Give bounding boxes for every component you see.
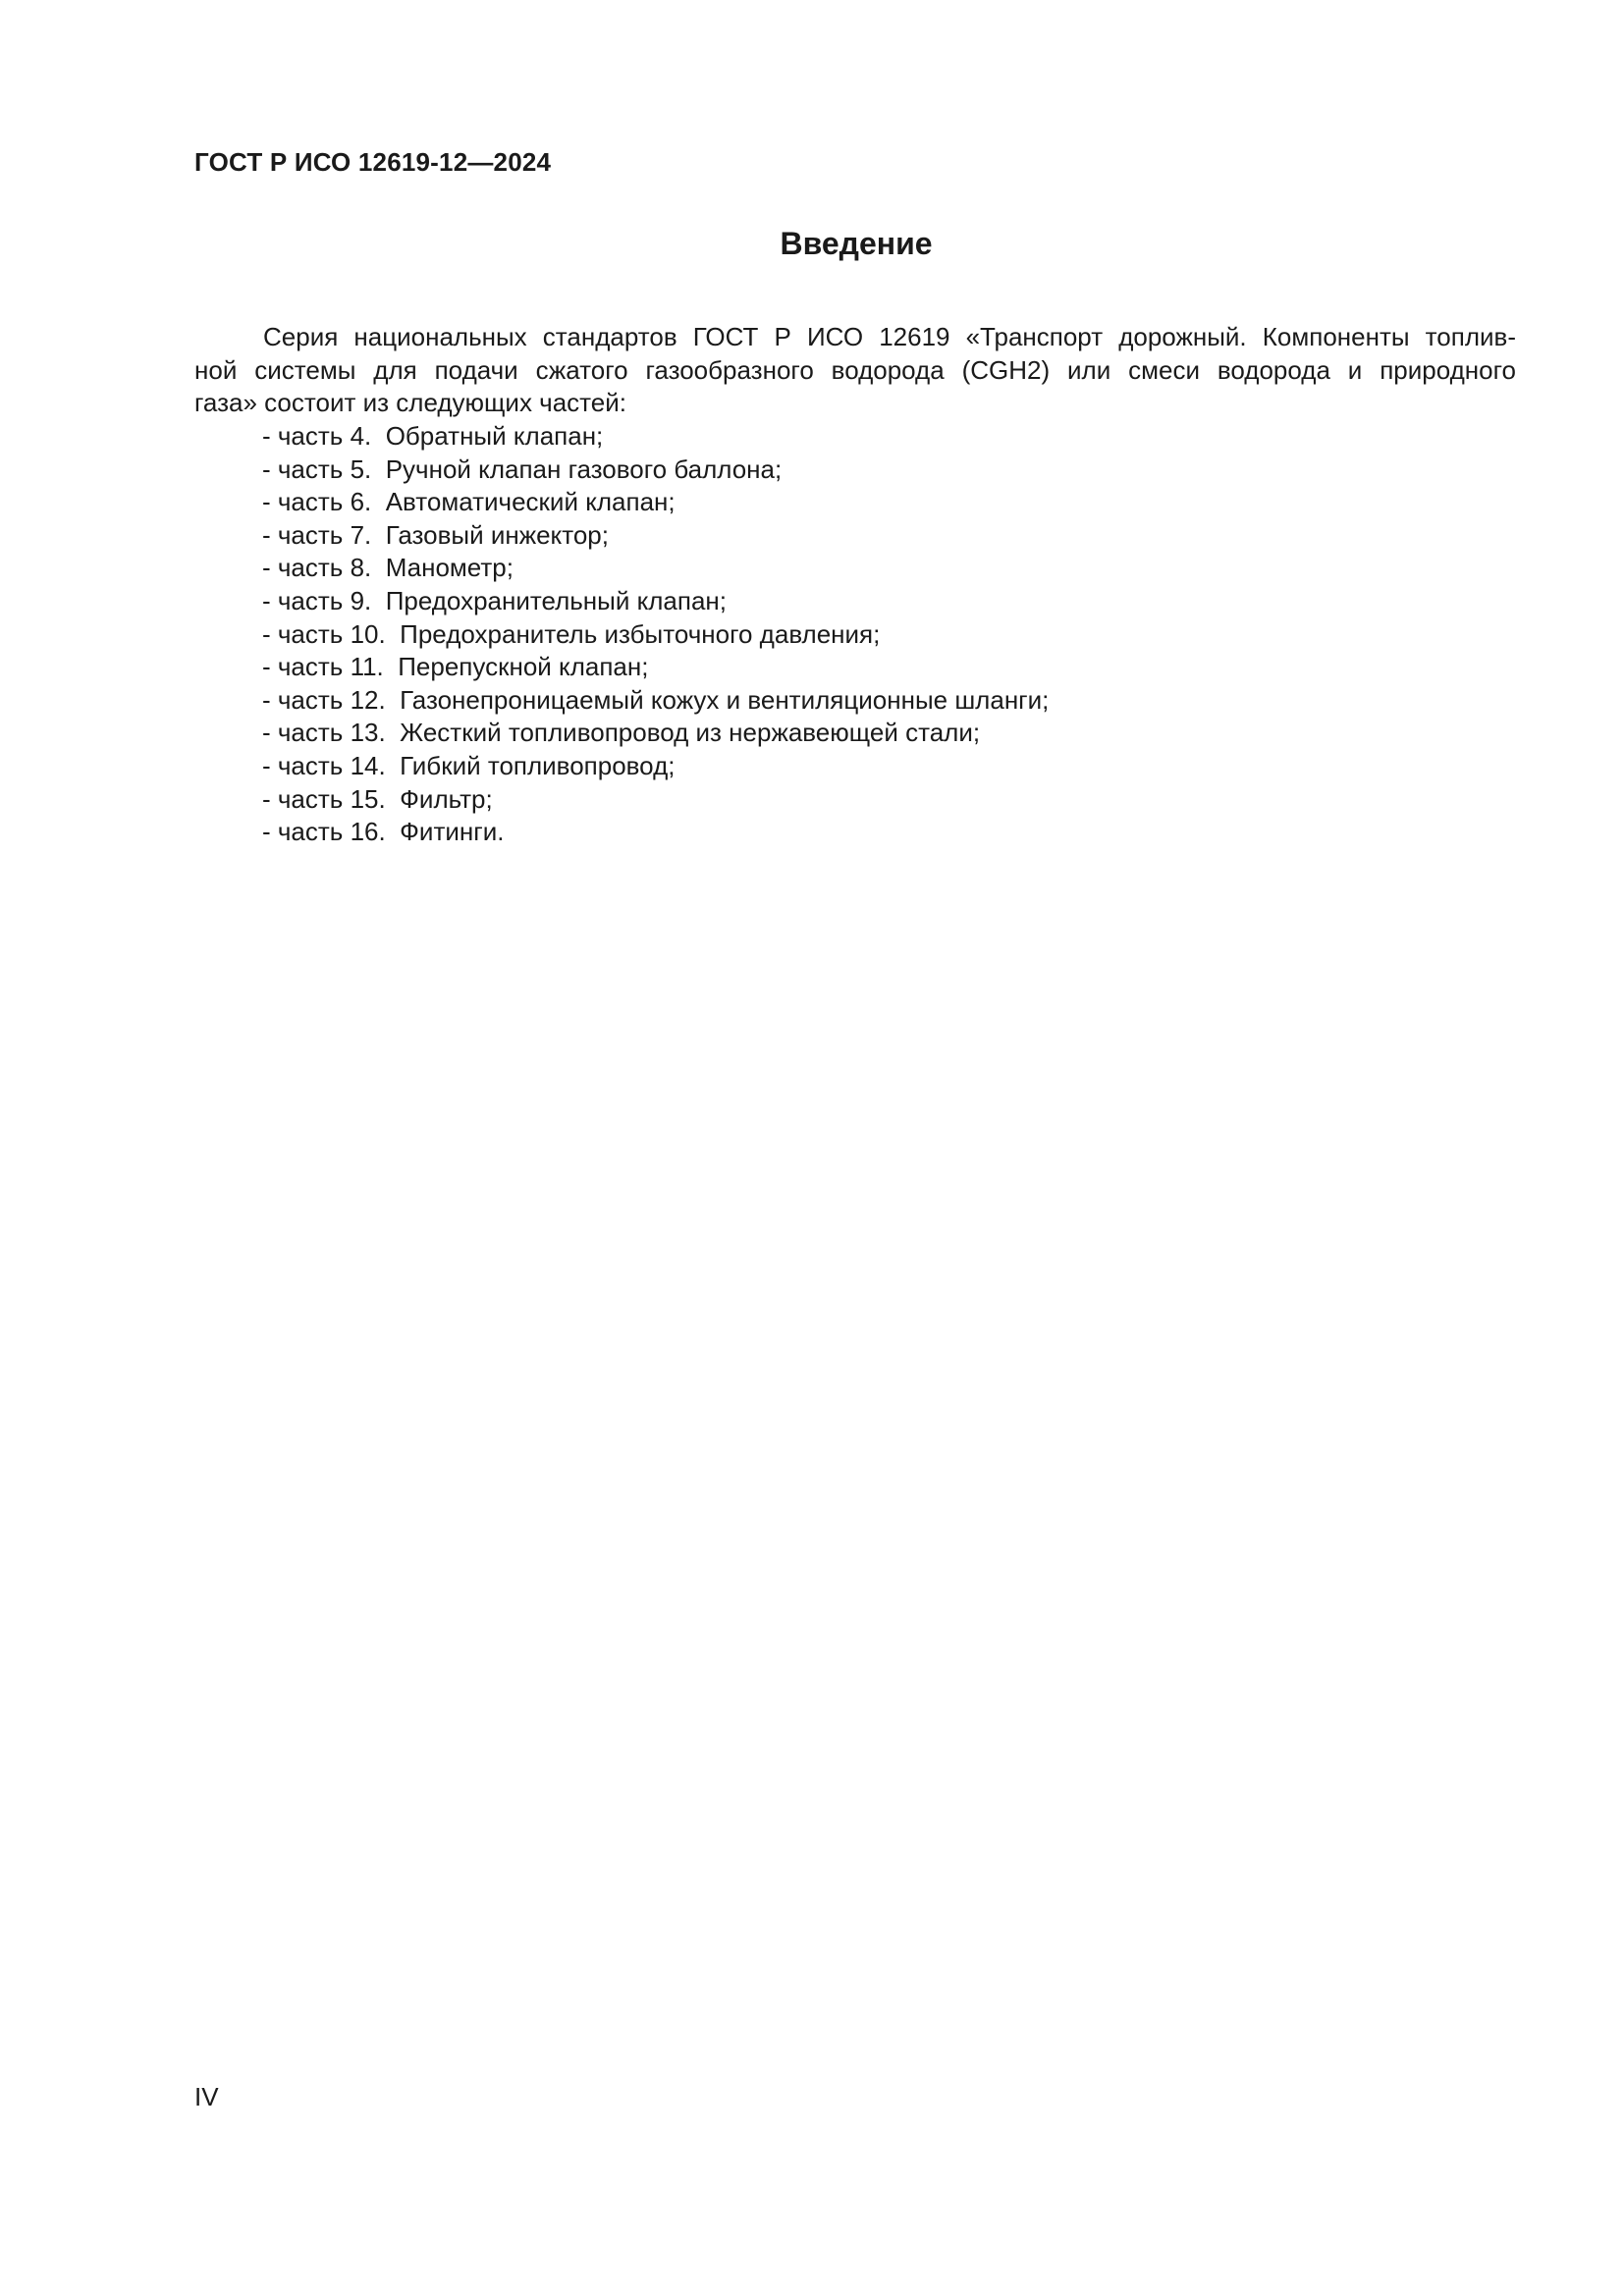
list-item: - часть 16. Фитинги. <box>262 817 505 847</box>
intro-paragraph <box>194 321 1516 420</box>
list-item: - часть 10. Предохранитель избыточного давления; <box>262 618 881 649</box>
list-item: - часть 14. Гибкий топливопровод; <box>262 750 676 780</box>
list-item: - часть 4. Обратный клапан; <box>262 421 604 451</box>
intro-line: ной системы для подачи сжатого газообразного водорода (CGH2) или смеси водорода и природного <box>194 354 1516 385</box>
parts-list <box>262 420 1049 849</box>
list-item: - часть 8. Манометр; <box>262 553 514 583</box>
list-item: - часть 6. Автоматический клапан; <box>262 487 676 517</box>
page-number: IV <box>194 2082 219 2111</box>
list-item: - часть 15. Фильтр; <box>262 783 493 814</box>
list-item: - часть 9. Предохранительный клапан; <box>262 585 728 615</box>
document-code: ГОСТ Р ИСО 12619-12—2024 <box>194 147 552 177</box>
list-item: - часть 5. Ручной клапан газового баллона; <box>262 454 783 484</box>
list-item: - часть 13. Жесткий топливопровод из нержавеющей стали; <box>262 718 981 748</box>
list-item: - часть 11. Перепускной клапан; <box>262 652 649 682</box>
list-item: - часть 7. Газовый инжектор; <box>262 519 609 550</box>
list-item: - часть 12. Газонепроницаемый кожух и вентиляционные шланги; <box>262 684 1050 715</box>
section-title: Введение <box>780 226 933 261</box>
intro-line: Серия национальных стандартов ГОСТ Р ИСО 12619 «Транспорт дорожный. Компоненты топлив- <box>263 322 1516 351</box>
intro-line: газа» состоит из следующих частей: <box>194 388 626 417</box>
